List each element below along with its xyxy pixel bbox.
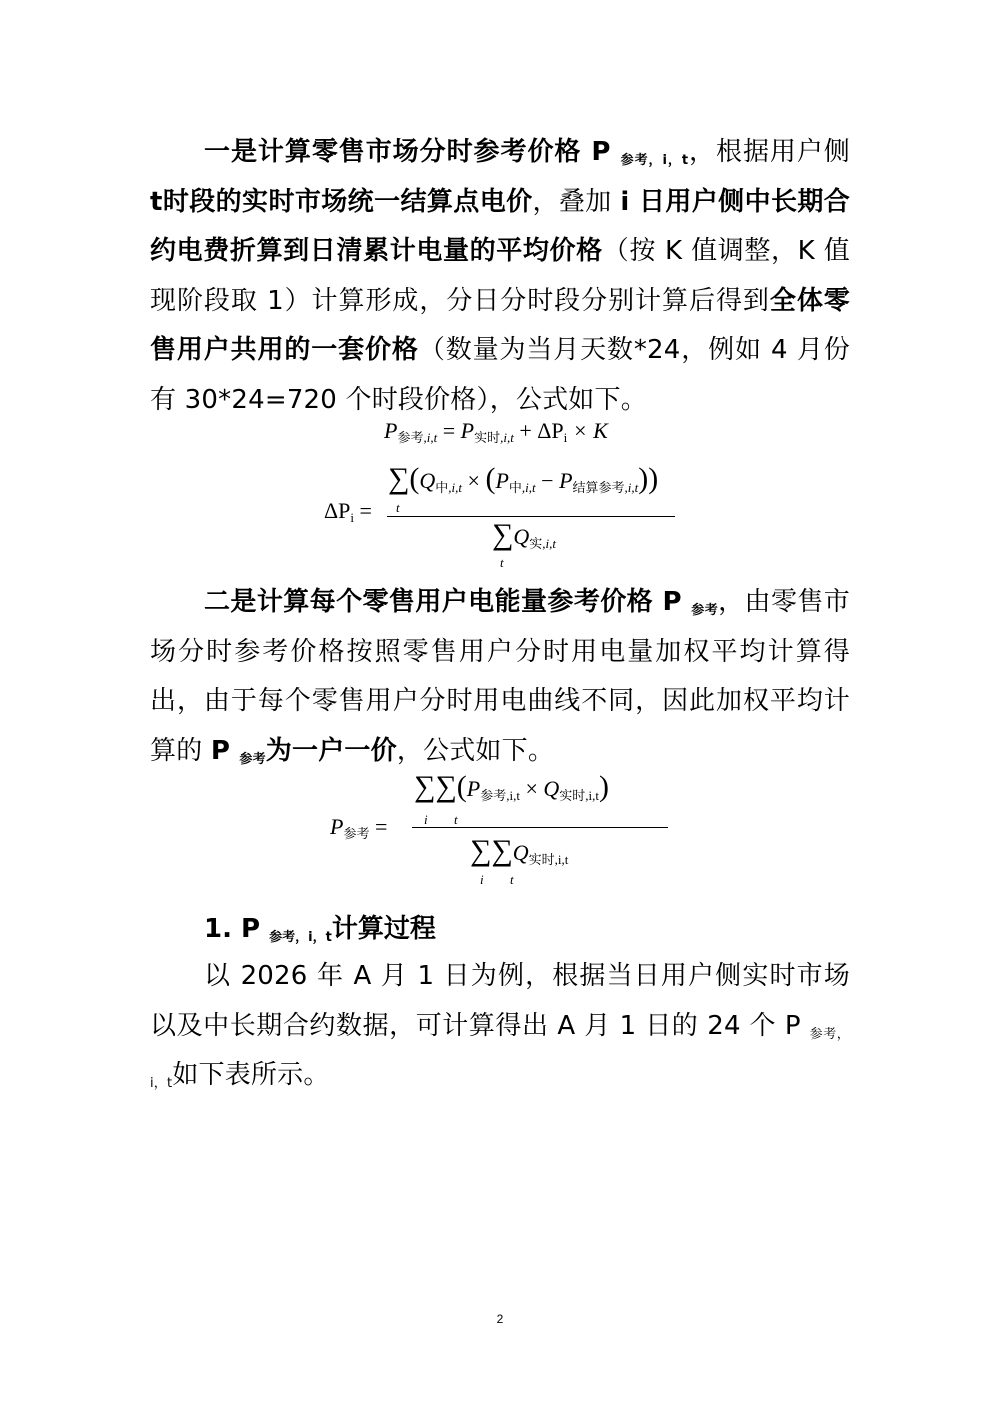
para1-text-2: ，叠加 [532, 186, 621, 217]
para3-text-2: 如下表所示。 [172, 1060, 330, 1090]
formula-user-price-lhs: $P_{参考}$ = [330, 814, 388, 841]
para1-bold-5: 全体零售用户共用的一套价格 [150, 285, 850, 365]
formula-user-price-den-index-i: i [480, 872, 484, 887]
paragraph-1 [150, 128, 850, 425]
formula-user-price-denominator: $\sum\sum Q_{实时,i,t}$ [470, 834, 569, 867]
formula-reference-price: $P_{参考,i,t} = P_{实时,i,t} + \Delta P_i \times K$ [384, 418, 608, 445]
para1-text-3: （按 K 值调整，K 值现阶段取 1）计算形成，分日分时段分别计算后得到 [150, 236, 851, 316]
para2-bold-3: 为一户一价 [265, 735, 397, 766]
para1-text-1: ，根据用户侧 [688, 137, 851, 167]
paragraph-3 [150, 952, 850, 1101]
formula-delta-p-numerator: $\sum(Q_{中,i,t} \times (P_{中,i,t} - P_{结算参考,i,t}))$ [388, 462, 659, 495]
para2-bold-2-sub: 参考 [239, 751, 266, 767]
para2-text-1: ，由零售市场分时参考价格按照零售用户分时用电量加权平均计算得出，由于每个零售用户分时用电曲线不同，因此加权平均计算的 [150, 587, 850, 766]
para3-sub: 参考，i，t [150, 1026, 850, 1091]
para1-bold-1-sub: 参考，i，t [620, 153, 689, 168]
formula-user-price-num-index-i: i [424, 812, 428, 827]
para1-bold-4: i 日用户侧中长期合约电费折算到日清累计电量的平均价格 [150, 186, 850, 266]
section-heading: 1. P $_{参考,i,t}$计算过程 [204, 914, 436, 945]
formula-delta-p-fraction-bar [387, 516, 675, 517]
para1-bold-3: 时段的实时市场统一结算点电价 [162, 186, 533, 217]
para2-bold-2: P [210, 735, 240, 766]
paragraph-2 [150, 578, 850, 776]
para2-bold-1-sub: 参考 [691, 603, 719, 618]
para1-text-4: （数量为当月天数*24，例如 4 月份有 30*24=720 个时段价格），公式如下。 [150, 335, 850, 415]
para2-text-2: ，公式如下。 [396, 735, 555, 766]
formula-user-price-numerator: $\sum\sum(P_{参考,i,t} \times Q_{实时,i,t})$ [414, 770, 610, 803]
para2-bold-1: 二是计算每个零售用户电能量参考价格 P [204, 587, 692, 617]
formula-user-price-fraction-bar [412, 827, 668, 828]
formula-delta-p-lhs: $\Delta P_i$ = [324, 498, 372, 525]
para1-bold-1: 一是计算零售市场分时参考价格 P [204, 137, 621, 167]
para1-bold-2: t [150, 186, 163, 217]
page-number: 2 [496, 1312, 504, 1326]
formula-delta-p-denominator: $\sum Q_{实,i,t}$ [492, 518, 557, 551]
formula-delta-p-sum-index: t [396, 500, 400, 515]
formula-user-price-den-index-t: t [510, 872, 514, 887]
formula-user-price-num-index-t: t [454, 812, 458, 827]
formula-delta-p-den-index: t [500, 555, 504, 570]
para3-text-1: 以 2026 年 A 月 1 日为例，根据当日用户侧实时市场以及中长期合约数据，可计算得出 A 月 1 日的 24 个 P [150, 961, 850, 1041]
